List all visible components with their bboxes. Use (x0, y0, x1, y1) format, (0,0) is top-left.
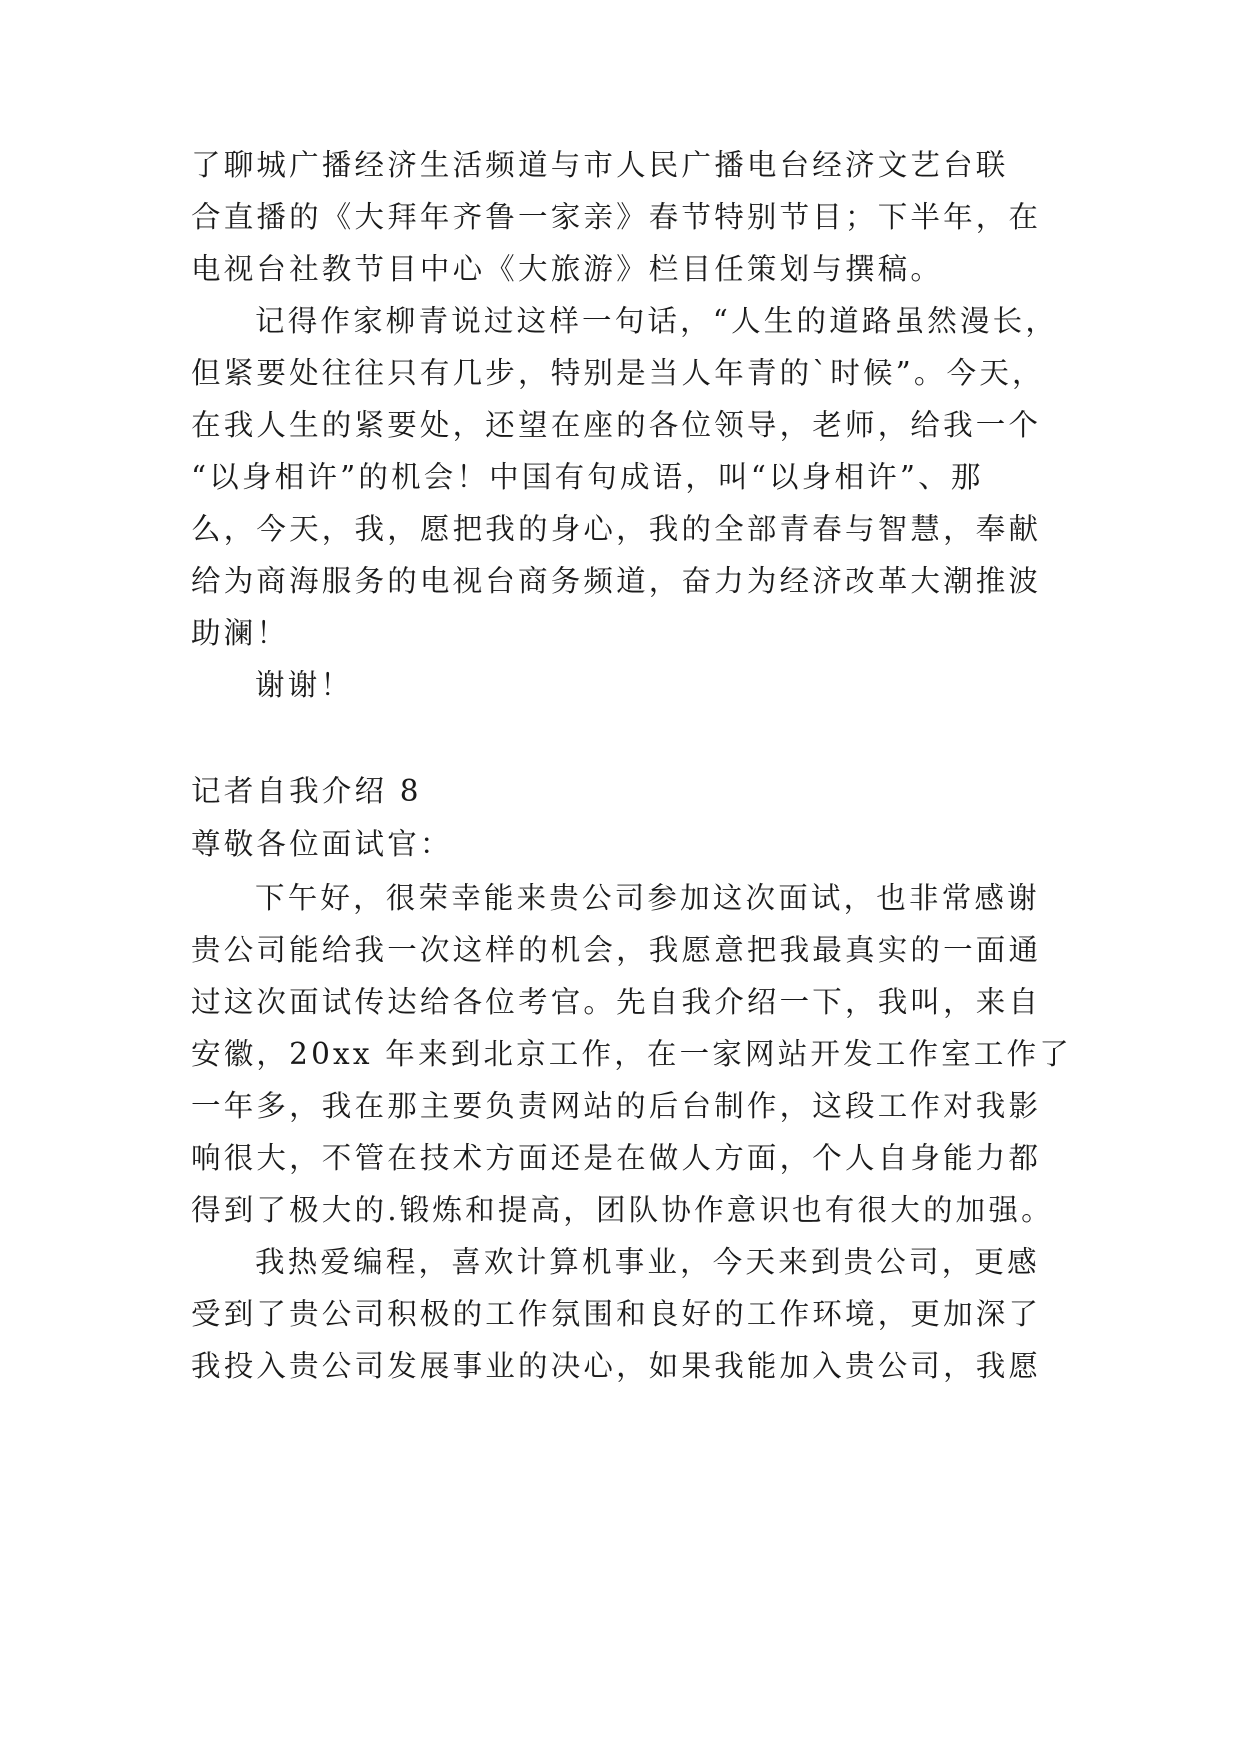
paragraph-line: 受到了贵公司积极的工作氛围和良好的工作环境，更加深了 (191, 1297, 1042, 1331)
paragraph-line: 助澜！ (191, 616, 290, 650)
paragraph-line: 给为商海服务的电视台商务频道，奋力为经济改革大潮推波 (191, 564, 1042, 598)
paragraph-line: 安徽，20xx 年来到北京工作，在一家网站开发工作室工作了 (191, 1037, 1072, 1071)
paragraph-line: 贵公司能给我一次这样的机会，我愿意把我最真实的一面通 (191, 933, 1042, 967)
paragraph-line: 我投入贵公司发展事业的决心，如果我能加入贵公司，我愿 (191, 1349, 1042, 1383)
paragraph-line: 记得作家柳青说过这样一句话，“人生的道路虽然漫长， (255, 304, 1059, 338)
section-heading: 记者自我介绍 8 (191, 774, 422, 808)
thanks-line: 谢谢！ (255, 668, 354, 702)
paragraph-line: “以身相许”的机会！中国有句成语，叫“以身相许”、那 (191, 460, 984, 494)
paragraph-line: 得到了极大的.锻炼和提高，团队协作意识也有很大的加强。 (191, 1193, 1054, 1227)
paragraph-line: 在我人生的紧要处，还望在座的各位领导，老师，给我一个 (191, 408, 1042, 442)
paragraph-line: 一年多，我在那主要负责网站的后台制作，这段工作对我影 (191, 1089, 1042, 1123)
paragraph-line: 响很大，不管在技术方面还是在做人方面，个人自身能力都 (191, 1141, 1042, 1175)
salutation: 尊敬各位面试官： (191, 827, 453, 861)
paragraph-line: 合直播的《大拜年齐鲁一家亲》春节特别节目；下半年，在 (191, 200, 1042, 234)
paragraph-line: 了聊城广播经济生活频道与市人民广播电台经济文艺台联 (191, 148, 1009, 182)
paragraph-line: 我热爱编程，喜欢计算机事业，今天来到贵公司，更感 (255, 1245, 1040, 1279)
paragraph-line: 么，今天，我，愿把我的身心，我的全部青春与智慧，奉献 (191, 512, 1042, 546)
paragraph-line: 但紧要处往往只有几步，特别是当人年青的`时候”。今天， (191, 356, 1045, 390)
paragraph-line: 过这次面试传达给各位考官。先自我介绍一下，我叫，来自 (191, 985, 1042, 1019)
paragraph-line: 电视台社教节目中心《大旅游》栏目任策划与撰稿。 (191, 252, 944, 286)
paragraph-line: 下午好，很荣幸能来贵公司参加这次面试，也非常感谢 (255, 881, 1040, 915)
